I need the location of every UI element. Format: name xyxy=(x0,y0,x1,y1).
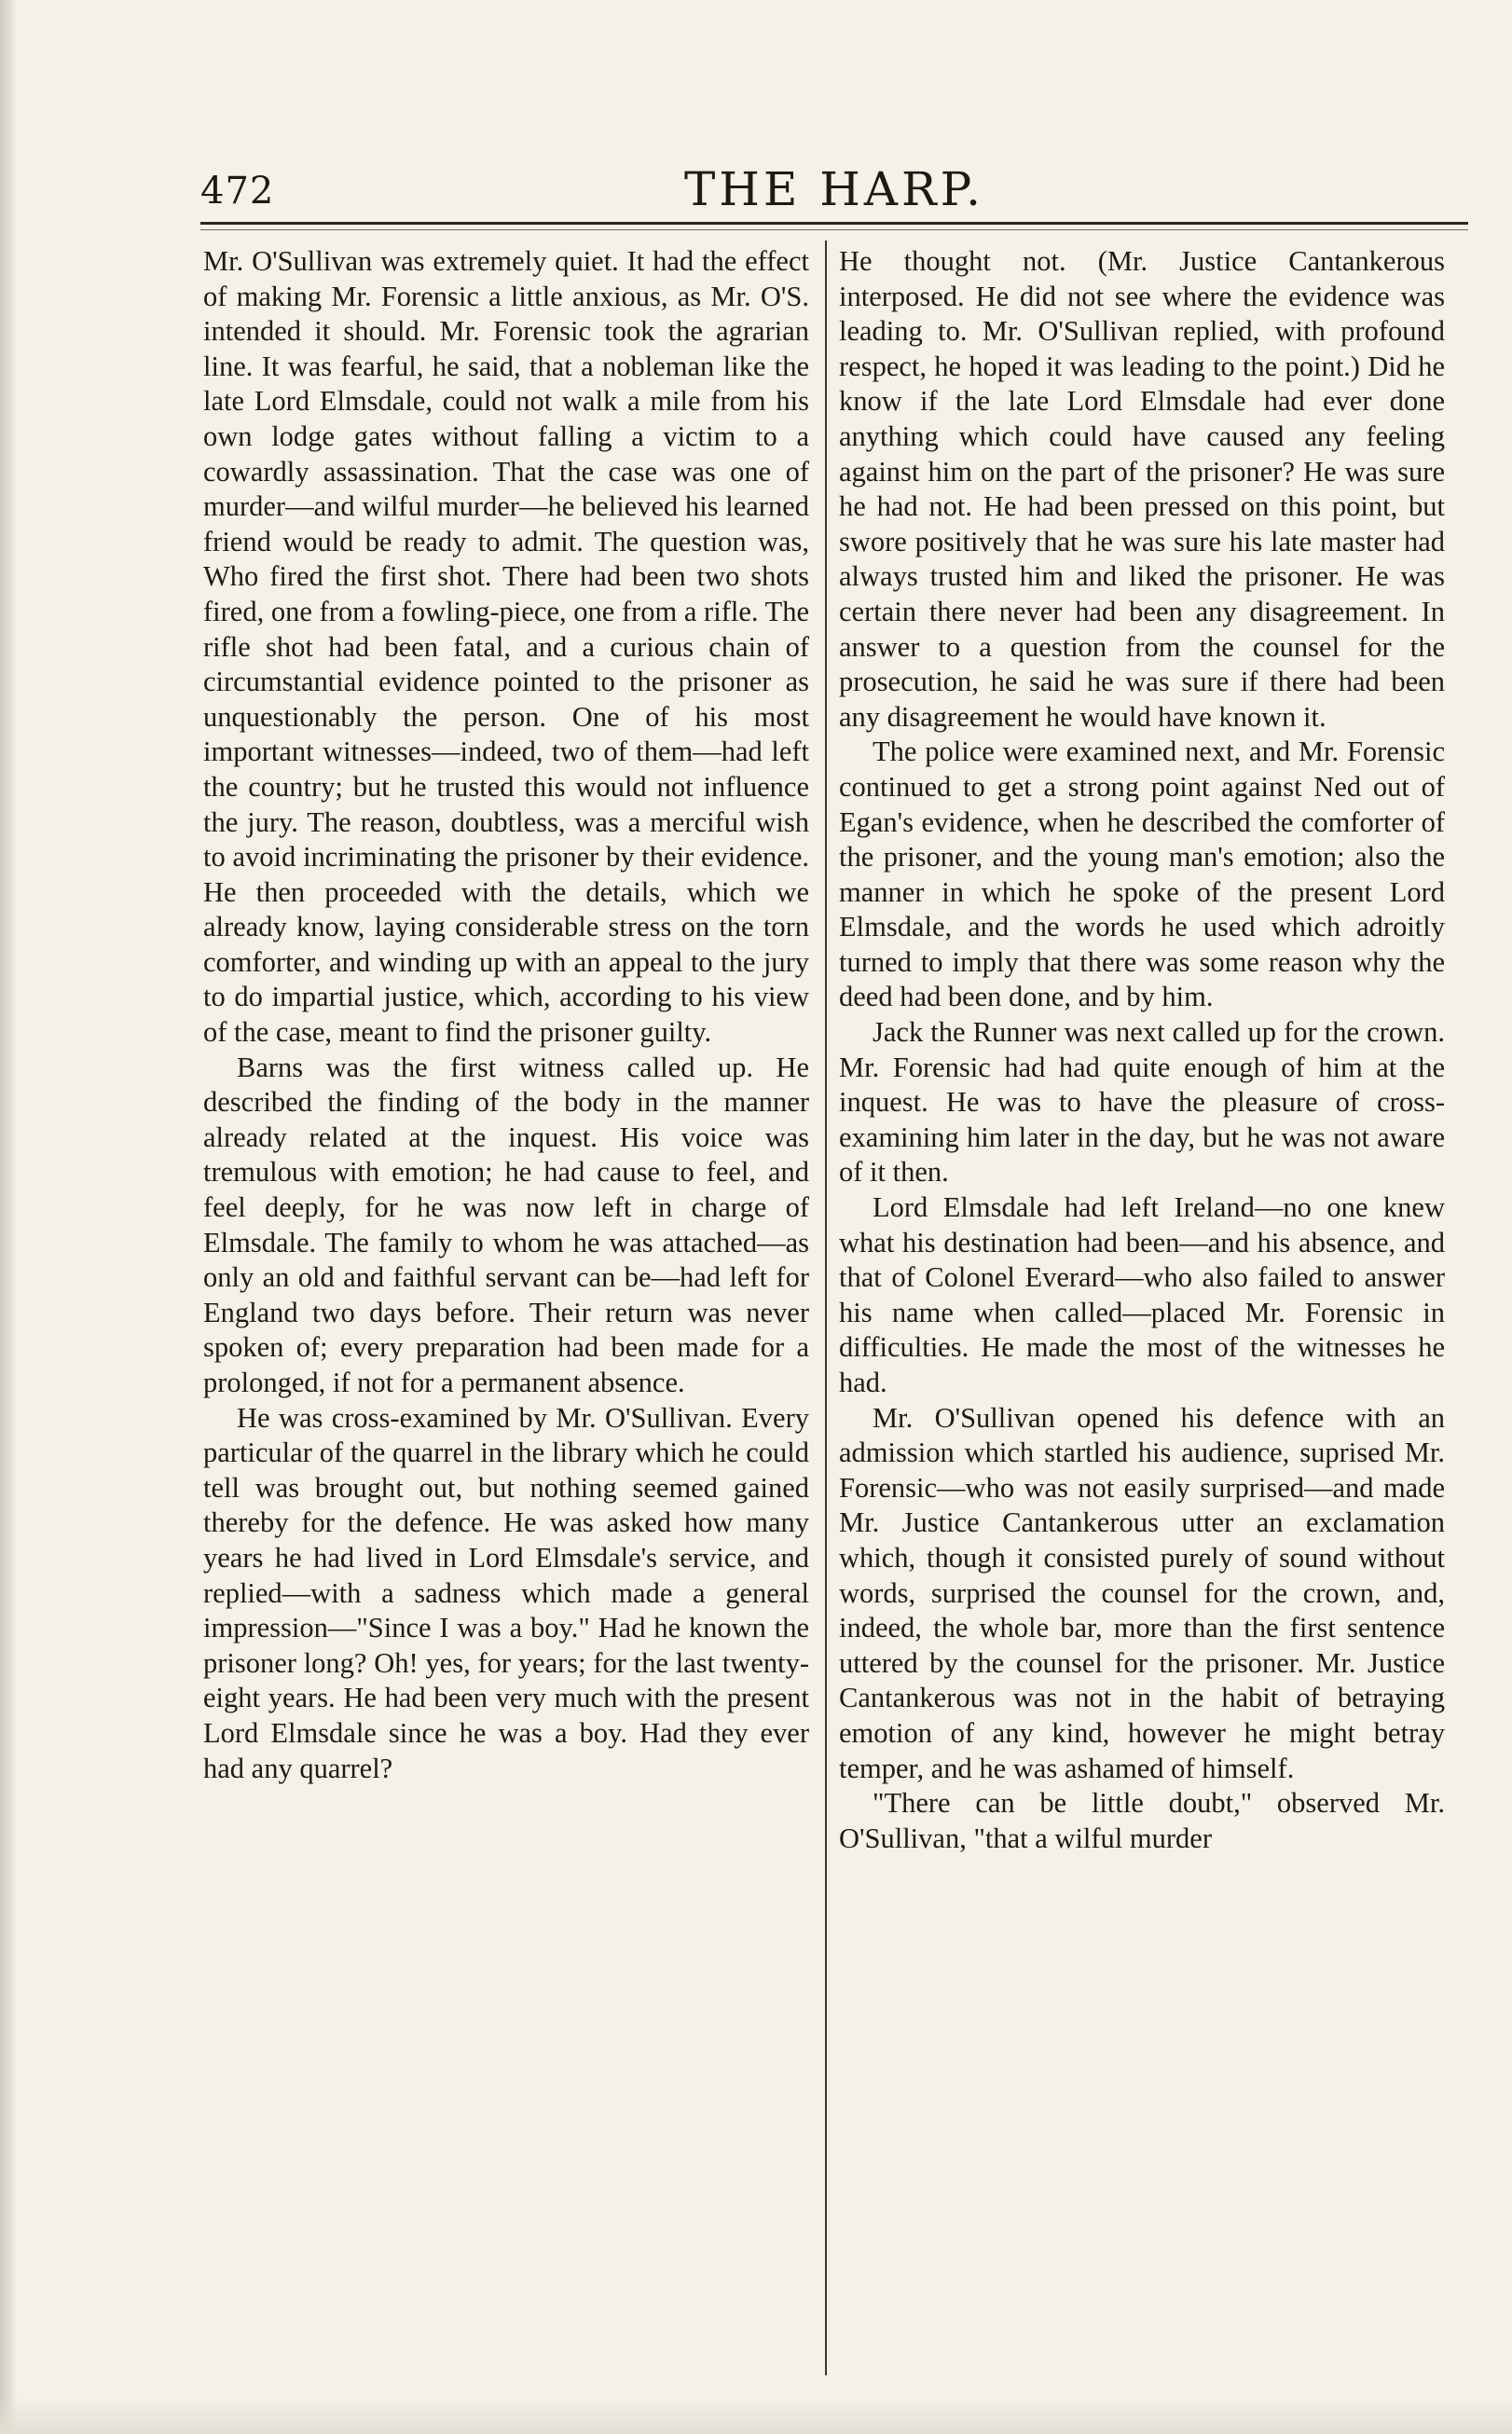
paragraph: Lord Elmsdale had left Ireland—no one knew what his destination had been—and his absence, and that of Colonel Everard—who also failed to answer his name when called—placed Mr. Forensic in difficulties. He made the most of the witnesses he had. xyxy=(839,1191,1445,1398)
paragraph: He was cross-examined by Mr. O'Sullivan. Every particular of the quarrel in the library which he could tell was brought out, but nothing seemed gained thereby for the defence. He was asked how many years he had lived in Lord Elmsdale's service, and replied—with a sadness which made a general impression—"Since I was a boy." Had he known the prisoner long? Oh! yes, for years; for the last twenty-eight years. He had been very much with the present Lord Elmsdale since he was a boy. Had they ever had any quarrel? xyxy=(203,1401,809,1784)
running-title: THE HARP. xyxy=(683,162,985,216)
page-number: 472 xyxy=(200,170,275,213)
paragraph: "There can be little doubt," observed Mr. O'Sullivan, "that a wilful murder xyxy=(839,1787,1445,1854)
paragraph: Mr. O'Sullivan opened his defence with an admission which startled his audience, suprised Mr. Forensic—who was not easily surprised—and made Mr. Justice Cantankerous utter an exclamation which, though it consisted purely of sound without words, surprised the counsel for the crown, and, indeed, the whole bar, more than the first sentence uttered by the counsel for the prisoner. Mr. Justice Cantankerous was not in the habit of betraying emotion of any kind, however he might betray temper, and he was ashamed of himself. xyxy=(839,1401,1445,1784)
left-column xyxy=(203,244,809,2360)
column-divider xyxy=(825,241,827,2375)
paragraph: Barns was the first witness called up. He described the finding of the body in the manner already related at the inquest. His voice was tremulous with emotion; he had cause to feel, and feel deeply, for he was now left in charge of Elmsdale. The family to whom he was attached—as only an old and faithful servant can be—had left for England two days before. Their return was never spoken of; every preparation had been made for a prolonged, if not for a permanent absence. xyxy=(203,1051,809,1398)
paragraph: Mr. O'Sullivan was extremely quiet. It had the effect of making Mr. Forensic a little anxious, as Mr. O'S. intended it should. Mr. Forensic took the agrarian line. It was fearful, he said, that a nobleman like the late Lord Elmsdale, could not walk a mile from his own lodge gates without falling a victim to a cowardly assassination. That the case was one of murder—and wilful murder—he believed his learned friend would be ready to admit. The question was, Who fired the first shot. There had been two shots fired, one from a fowling-piece, one from a rifle. The rifle shot had been fatal, and a curious chain of circumstantial evidence pointed to the prisoner as unquestionably the person. One of his most important witnesses—indeed, two of them—had left the country; but he trusted this would not influence the jury. The reason, doubtless, was a merciful wish to avoid incriminating the prisoner by their evidence. He then proceeded with the details, which we already know, laying considerable stress on the torn comforter, and winding up with an appeal to the jury to do impartial justice, which, according to his view of the case, meant to find the prisoner guilty. xyxy=(203,245,809,1049)
page-bottom-edge xyxy=(0,2397,1512,2434)
paragraph: He thought not. (Mr. Justice Cantankerous interposed. He did not see where the evidence was leading to. Mr. O'Sullivan replied, with profound respect, he hoped it was leading to the point.) Did he know if the late Lord Elmsdale had ever done anything which could have caused any feeling against him on the part of the prisoner? He was sure he had not. He had been pressed on this point, but swore positively that he was sure his late master had always trusted him and liked the prisoner. He was certain there never had been any disagreement. In answer to a question from the counsel for the prosecution, he said he was sure if there had been any disagreement he would have known it. xyxy=(839,245,1445,733)
paragraph: Jack the Runner was next called up for the crown. Mr. Forensic had had quite enough of him at the inquest. He was to have the pleasure of cross-examining him later in the day, but he was not aware of it then. xyxy=(839,1016,1445,1189)
header-rule xyxy=(200,222,1468,225)
right-column xyxy=(839,244,1445,2360)
binding-edge xyxy=(0,0,17,2434)
paragraph: The police were examined next, and Mr. Forensic continued to get a strong point against Ned out of Egan's evidence, when he described the comforter of the prisoner, and the young man's emotion; also the manner in which he spoke of the present Lord Elmsdale, and the words he used which adroitly turned to imply that there was some reason why the deed had been done, and by him. xyxy=(839,736,1445,1013)
header-rule-thin xyxy=(200,229,1468,230)
